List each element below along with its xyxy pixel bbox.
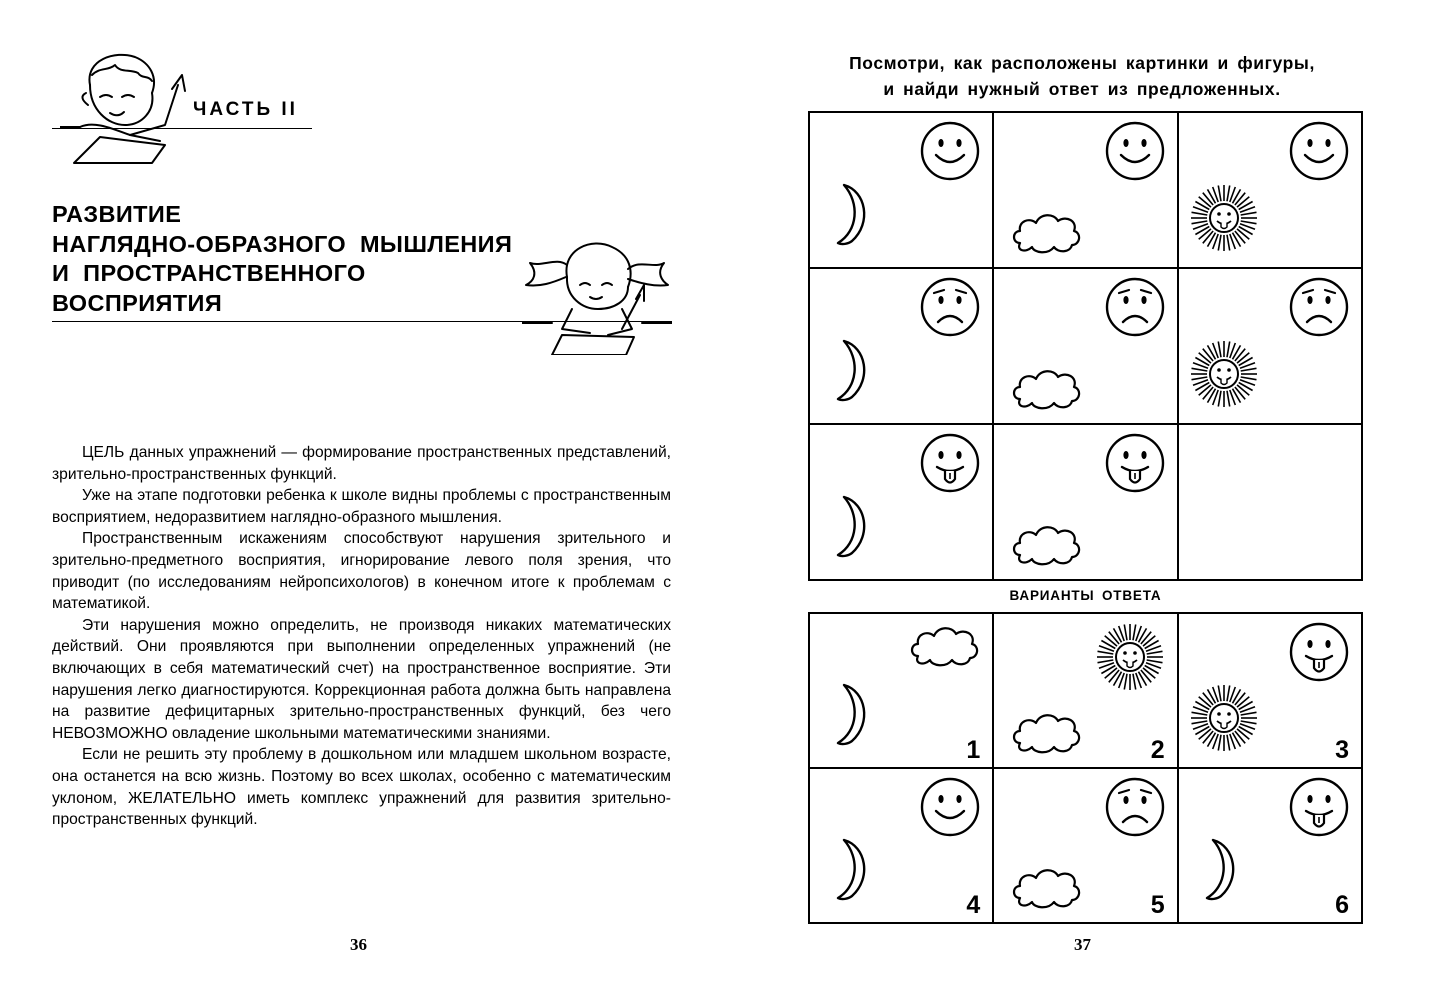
sun-icon bbox=[1189, 183, 1259, 253]
instruction-text bbox=[802, 50, 1362, 102]
task-cell bbox=[810, 269, 994, 425]
section-title bbox=[52, 200, 512, 318]
task-cell bbox=[810, 425, 994, 581]
task-cell bbox=[1179, 269, 1363, 425]
paragraph: Уже на этапе подготовки ребенка к школе видны проблемы с пространственным восприятием, недоразвитием наглядно-образного мышления. bbox=[52, 487, 671, 526]
tongue-face-icon bbox=[1289, 622, 1349, 682]
answer-number: 5 bbox=[1150, 891, 1165, 919]
sun-icon bbox=[1189, 339, 1259, 409]
sun-icon bbox=[1189, 683, 1259, 753]
crescent-moon-icon bbox=[1205, 838, 1245, 900]
sun-icon bbox=[1095, 622, 1165, 692]
girl-drawing-illustration bbox=[522, 237, 672, 360]
title-line: И ПРОСТРАНСТВЕННОГО bbox=[52, 260, 366, 286]
smiley-face-icon bbox=[1105, 121, 1165, 181]
page-number: 36 bbox=[350, 935, 367, 954]
answer-number: 1 bbox=[966, 736, 981, 764]
instruction-line: и найди нужный ответ из предложенных. bbox=[883, 79, 1281, 99]
crescent-moon-icon bbox=[836, 339, 876, 401]
tongue-face-icon bbox=[1289, 777, 1349, 837]
tongue-face-icon bbox=[920, 433, 980, 493]
cloud-icon bbox=[1010, 521, 1082, 567]
body-text bbox=[52, 442, 671, 831]
answer-number: 2 bbox=[1150, 736, 1165, 764]
crescent-moon-icon bbox=[836, 838, 876, 900]
answer-option-3[interactable] bbox=[1179, 614, 1363, 769]
cloud-icon bbox=[1010, 864, 1082, 910]
answer-option-2[interactable] bbox=[994, 614, 1178, 769]
sad-face-icon bbox=[920, 277, 980, 337]
task-cell-missing bbox=[1179, 425, 1363, 581]
answer-grid bbox=[808, 612, 1363, 924]
part-label: ЧАСТЬ II bbox=[193, 99, 298, 120]
header-rule bbox=[52, 128, 312, 129]
smiley-face-icon bbox=[920, 121, 980, 181]
sad-face-icon bbox=[1105, 777, 1165, 837]
answers-label: ВАРИАНТЫ ОТВЕТА bbox=[1009, 588, 1162, 603]
crescent-moon-icon bbox=[836, 495, 876, 557]
task-cell bbox=[994, 269, 1178, 425]
paragraph: Пространственным искажениям способствуют нарушения зрительного и зрительно-предметного восприятия, игнорирование левого поля зрения, что приводит (по исследованиям нейропсихологов) в конечном итоге к проблемам с математикой. bbox=[52, 530, 671, 613]
answer-option-4[interactable] bbox=[810, 769, 994, 924]
instruction-line: Посмотри, как расположены картинки и фигуры, bbox=[849, 53, 1315, 73]
sad-face-icon bbox=[1289, 277, 1349, 337]
smiley-face-icon bbox=[920, 777, 980, 837]
task-cell bbox=[1179, 113, 1363, 269]
left-page bbox=[0, 0, 722, 1004]
answer-option-6[interactable] bbox=[1179, 769, 1363, 924]
answer-number: 3 bbox=[1335, 736, 1349, 764]
tongue-face-icon bbox=[1105, 433, 1165, 493]
cloud-icon bbox=[1010, 209, 1082, 255]
cloud-icon bbox=[908, 622, 980, 668]
title-line: РАЗВИТИЕ bbox=[52, 201, 182, 227]
task-cell bbox=[994, 113, 1178, 269]
crescent-moon-icon bbox=[836, 683, 876, 745]
paragraph: ЦЕЛЬ данных упражнений — формирование пространственных представлений, зрительно-пространственных функций. bbox=[52, 444, 671, 483]
title-line: НАГЛЯДНО-ОБРАЗНОГО МЫШЛЕНИЯ bbox=[52, 230, 513, 257]
task-cell bbox=[810, 113, 994, 269]
answer-number: 6 bbox=[1335, 891, 1349, 919]
answer-number: 4 bbox=[966, 891, 981, 919]
cloud-icon bbox=[1010, 365, 1082, 411]
cloud-icon bbox=[1010, 709, 1082, 755]
title-line: ВОСПРИЯТИЯ bbox=[52, 289, 223, 316]
crescent-moon-icon bbox=[836, 183, 876, 245]
paragraph: Если не решить эту проблему в дошкольном или младшем школьном возрасте, она останется на всю жизнь. Поэтому во всех школах, особенно с математическим уклоном, ЖЕЛАТЕЛЬНО иметь комплекс упражнений для развития зрительно-пространственных функций. bbox=[52, 746, 671, 829]
sad-face-icon bbox=[1105, 277, 1165, 337]
task-cell bbox=[994, 425, 1178, 581]
boy-drawing-illustration bbox=[60, 45, 190, 170]
answer-option-5[interactable] bbox=[994, 769, 1178, 924]
right-page bbox=[722, 0, 1445, 1004]
page-number: 37 bbox=[1074, 935, 1091, 954]
smiley-face-icon bbox=[1289, 121, 1349, 181]
task-grid bbox=[808, 111, 1363, 581]
paragraph: Эти нарушения можно определить, не производя никаких математических действий. Они проявляются при выполнении определенных упражнений (не включающих в себя математический счет) на пространственное восприятие. Эти нарушения легко диагностируются. Коррекционная работа должна быть направлена на развитие дефицитарных зрительно-пространственных функций, без чего НЕВОЗМОЖНО овладение школьными математическими знаниями. bbox=[52, 616, 671, 742]
answer-option-1[interactable] bbox=[810, 614, 994, 769]
